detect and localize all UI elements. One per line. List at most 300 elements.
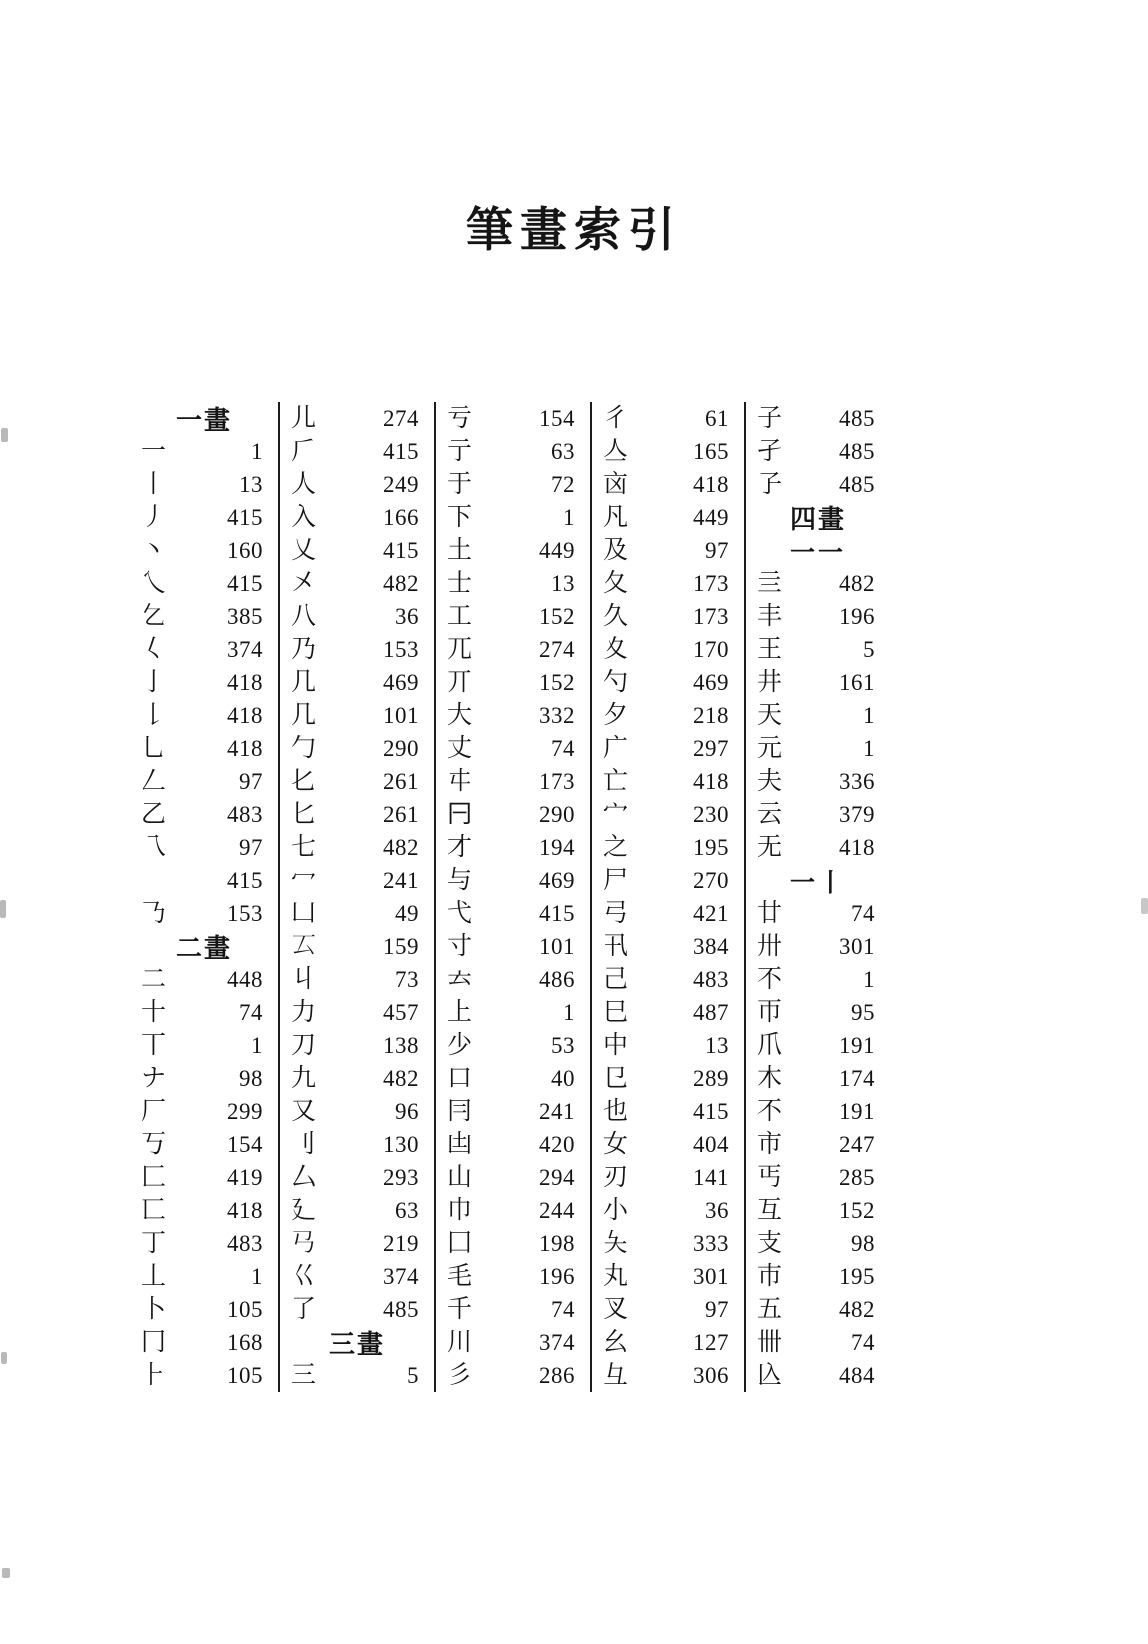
entry-character: 乀: [141, 570, 167, 597]
stroke-entry: [592, 435, 744, 468]
stroke-entry: [280, 666, 434, 699]
stroke-entry: [130, 897, 278, 930]
entry-page-number: 418: [227, 703, 263, 728]
stroke-entry: [436, 666, 590, 699]
header-text: 三畫: [328, 1330, 385, 1359]
stroke-entry: [130, 765, 278, 798]
entry-page-number: 152: [539, 670, 575, 695]
entry-character: 亡: [603, 768, 629, 795]
stroke-entry: [746, 1359, 890, 1392]
stroke-entry: [280, 1260, 434, 1293]
index-column-5: [744, 402, 890, 1392]
entry-page-number: 415: [227, 505, 263, 530]
entry-page-number: 485: [839, 406, 875, 431]
entry-character: 女: [603, 1131, 629, 1158]
stroke-entry: [130, 1161, 278, 1194]
entry-page-number: 301: [693, 1264, 729, 1289]
stroke-entry: [746, 1194, 890, 1227]
stroke-entry: [746, 765, 890, 798]
stroke-entry: [130, 732, 278, 765]
entry-page-number: 173: [693, 604, 729, 629]
stroke-entry: [130, 1359, 278, 1392]
entry-page-number: 141: [693, 1165, 729, 1190]
entry-page-number: 97: [705, 1297, 729, 1322]
stroke-entry: [592, 798, 744, 831]
stroke-entry: [436, 1359, 590, 1392]
entry-page-number: 36: [705, 1198, 729, 1223]
entry-page-number: 95: [851, 1000, 875, 1025]
stroke-entry: [592, 1359, 744, 1392]
stroke-entry: [280, 996, 434, 1029]
entry-character: 厂: [141, 1098, 167, 1125]
entry-character: 丂: [141, 1131, 167, 1158]
entry-character: 宀: [603, 801, 629, 828]
entry-page-number: 469: [383, 670, 419, 695]
entry-character: 𠃉: [141, 603, 167, 630]
entry-character: 丿: [141, 504, 167, 531]
stroke-entry: [592, 666, 744, 699]
entry-character: 𠄌: [141, 702, 167, 729]
entry-character: 廴: [291, 1197, 317, 1224]
entry-character: 乃: [291, 636, 317, 663]
stroke-entry: [436, 897, 590, 930]
entry-page-number: 374: [227, 637, 263, 662]
entry-character: 冃: [447, 1098, 473, 1125]
stroke-entry: [746, 1095, 890, 1128]
entry-page-number: 166: [383, 505, 419, 530]
stroke-entry: [280, 600, 434, 633]
entry-character: 了: [291, 1296, 317, 1323]
entry-character: 子: [757, 405, 783, 432]
entry-page-number: 448: [227, 967, 263, 992]
stroke-entry: [746, 1128, 890, 1161]
entry-page-number: 418: [227, 736, 263, 761]
entry-character: 几: [291, 669, 317, 696]
stroke-entry: [436, 1095, 590, 1128]
entry-page-number: 420: [539, 1132, 575, 1157]
stroke-entry: [746, 1161, 890, 1194]
entry-character: 兀: [447, 636, 473, 663]
stroke-entry: [130, 699, 278, 732]
entry-page-number: 487: [693, 1000, 729, 1025]
stroke-entry: [592, 1326, 744, 1359]
entry-character: 亅: [141, 669, 167, 696]
entry-character: 土: [447, 537, 473, 564]
stroke-entry: [280, 1029, 434, 1062]
entry-character: 刀: [291, 1032, 317, 1059]
scan-noise: [2, 1568, 10, 1578]
entry-page-number: 63: [551, 439, 575, 464]
entry-page-number: 74: [551, 736, 575, 761]
stroke-entry: [436, 831, 590, 864]
stroke-entry: [280, 633, 434, 666]
entry-page-number: 138: [383, 1033, 419, 1058]
entry-page-number: 270: [693, 868, 729, 893]
entry-page-number: 49: [395, 901, 419, 926]
entry-page-number: 168: [227, 1330, 263, 1355]
entry-character: 三: [291, 1362, 317, 1389]
entry-character: 下: [447, 504, 473, 531]
entry-character: 川: [447, 1329, 473, 1356]
entry-character: 小: [603, 1197, 629, 1224]
entry-page-number: 419: [227, 1165, 263, 1190]
stroke-entry: [746, 963, 890, 996]
entry-character: 一: [141, 438, 167, 465]
entry-page-number: 73: [395, 967, 419, 992]
entry-page-number: 385: [227, 604, 263, 629]
entry-character: 匕: [291, 801, 317, 828]
entry-page-number: 415: [227, 571, 263, 596]
entry-character: 巿: [757, 1263, 783, 1290]
stroke-entry: [746, 930, 890, 963]
entry-page-number: 161: [839, 670, 875, 695]
entry-character: 幺: [603, 1329, 629, 1356]
stroke-entry: [592, 963, 744, 996]
stroke-entry: [130, 864, 278, 897]
entry-character: 凷: [447, 1131, 473, 1158]
stroke-entry: [746, 897, 890, 930]
entry-character: 丸: [603, 1263, 629, 1290]
entry-character: 㐅: [291, 570, 317, 597]
stroke-order-subheader: [746, 534, 890, 567]
entry-character: 丨: [141, 471, 167, 498]
entry-page-number: 1: [563, 505, 575, 530]
entry-character: 彑: [603, 1362, 629, 1389]
entry-page-number: 154: [539, 406, 575, 431]
entry-character: 中: [603, 1032, 629, 1059]
entry-character: 廿: [757, 900, 783, 927]
entry-page-number: 336: [839, 769, 875, 794]
entry-page-number: 286: [539, 1363, 575, 1388]
stroke-entry: [592, 534, 744, 567]
entry-page-number: 482: [839, 571, 875, 596]
entry-page-number: 469: [539, 868, 575, 893]
entry-page-number: 170: [693, 637, 729, 662]
entry-page-number: 261: [383, 769, 419, 794]
stroke-entry: [130, 1029, 278, 1062]
entry-character: 𠔼: [447, 801, 473, 828]
entry-page-number: 13: [705, 1033, 729, 1058]
entry-page-number: 198: [539, 1231, 575, 1256]
entry-character: 丈: [447, 735, 473, 762]
entry-page-number: 469: [693, 670, 729, 695]
stroke-entry: [280, 831, 434, 864]
stroke-entry: [280, 1227, 434, 1260]
stroke-entry: [746, 798, 890, 831]
entry-character: 夕: [603, 702, 629, 729]
stroke-entry: [436, 567, 590, 600]
entry-character: 寸: [447, 933, 473, 960]
entry-character: 刃: [603, 1164, 629, 1191]
stroke-entry: [436, 1194, 590, 1227]
entry-page-number: 40: [551, 1066, 575, 1091]
entry-page-number: 97: [705, 538, 729, 563]
entry-character: 夫: [757, 768, 783, 795]
entry-character: 巳: [603, 999, 629, 1026]
entry-character: 木: [757, 1065, 783, 1092]
stroke-entry: [746, 633, 890, 666]
stroke-entry: [746, 1293, 890, 1326]
entry-page-number: 449: [693, 505, 729, 530]
entry-character: 尸: [603, 867, 629, 894]
entry-page-number: 486: [539, 967, 575, 992]
stroke-entry: [130, 1293, 278, 1326]
entry-page-number: 379: [839, 802, 875, 827]
stroke-count-header: [130, 930, 278, 963]
stroke-entry: [130, 501, 278, 534]
entry-character: 帀: [757, 999, 783, 1026]
entry-page-number: 74: [551, 1297, 575, 1322]
entry-character: 巾: [447, 1197, 473, 1224]
entry-page-number: 1: [863, 703, 875, 728]
stroke-entry: [746, 567, 890, 600]
entry-character: 互: [757, 1197, 783, 1224]
entry-page-number: 96: [395, 1099, 419, 1124]
entry-character: 叉: [603, 1296, 629, 1323]
stroke-entry: [280, 1293, 434, 1326]
entry-character: 丶: [141, 537, 167, 564]
stroke-entry: [592, 897, 744, 930]
scan-noise: [1141, 898, 1148, 914]
entry-character: 㐫: [603, 471, 629, 498]
entry-character: 少: [447, 1032, 473, 1059]
stroke-entry: [746, 1227, 890, 1260]
stroke-entry: [130, 831, 278, 864]
stroke-entry: [280, 699, 434, 732]
entry-character: 不: [757, 1098, 783, 1125]
entry-character: 七: [291, 834, 317, 861]
stroke-entry: [436, 1128, 590, 1161]
entry-character: 大: [447, 702, 473, 729]
entry-character: 广: [603, 735, 629, 762]
header-text: 二畫: [175, 934, 232, 963]
entry-character: 亼: [603, 438, 629, 465]
stroke-entry: [280, 435, 434, 468]
entry-page-number: 101: [539, 934, 575, 959]
stroke-entry: [592, 732, 744, 765]
stroke-entry: [280, 1095, 434, 1128]
stroke-entry: [746, 666, 890, 699]
entry-page-number: 274: [383, 406, 419, 431]
entry-character: 𠤎: [291, 768, 317, 795]
entry-page-number: 1: [563, 1000, 575, 1025]
entry-character: 也: [603, 1098, 629, 1125]
stroke-entry: [592, 699, 744, 732]
stroke-entry: [592, 468, 744, 501]
entry-character: 井: [757, 669, 783, 696]
stroke-entry: [130, 666, 278, 699]
entry-page-number: 160: [227, 538, 263, 563]
entry-character: 丌: [447, 669, 473, 696]
entry-page-number: 418: [839, 835, 875, 860]
entry-character: 力: [291, 999, 317, 1026]
stroke-entry: [130, 996, 278, 1029]
entry-character: 十: [141, 999, 167, 1026]
entry-page-number: 421: [693, 901, 729, 926]
entry-character: 爪: [757, 1032, 783, 1059]
entry-page-number: 195: [839, 1264, 875, 1289]
entry-character: 于: [447, 471, 473, 498]
entry-character: 孑: [757, 438, 783, 465]
stroke-entry: [436, 1293, 590, 1326]
stroke-entry: [130, 600, 278, 633]
entry-character: 㐄: [447, 768, 473, 795]
entry-character: 己: [603, 966, 629, 993]
entry-page-number: 404: [693, 1132, 729, 1157]
stroke-entry: [436, 600, 590, 633]
entry-character: 毛: [447, 1263, 473, 1290]
stroke-entry: [130, 1095, 278, 1128]
entry-character: 上: [447, 999, 473, 1026]
entry-character: 无: [757, 834, 783, 861]
entry-page-number: 1: [863, 967, 875, 992]
stroke-entry: [130, 1227, 278, 1260]
entry-page-number: 127: [693, 1330, 729, 1355]
entry-page-number: 61: [705, 406, 729, 431]
page-title: 筆畫索引: [466, 205, 682, 257]
scan-noise: [0, 900, 6, 918]
stroke-order-subheader: [746, 864, 890, 897]
entry-page-number: 261: [383, 802, 419, 827]
entry-page-number: 74: [851, 1330, 875, 1355]
entry-page-number: 152: [539, 604, 575, 629]
entry-page-number: 482: [383, 835, 419, 860]
entry-character: 又: [291, 1098, 317, 1125]
stroke-entry: [436, 732, 590, 765]
entry-character: 入: [291, 504, 317, 531]
entry-character: 夂: [603, 570, 629, 597]
stroke-entry: [436, 534, 590, 567]
entry-page-number: 173: [539, 769, 575, 794]
entry-character: 五: [757, 1296, 783, 1323]
entry-page-number: 195: [693, 835, 729, 860]
entry-character: 天: [757, 702, 783, 729]
entry-character: 九: [291, 1065, 317, 1092]
stroke-entry: [280, 897, 434, 930]
stroke-entry: [130, 1194, 278, 1227]
stroke-entry: [280, 534, 434, 567]
entry-character: 彡: [447, 1362, 473, 1389]
entry-character: 𠫔: [291, 933, 317, 960]
entry-character: 云: [757, 801, 783, 828]
stroke-entry: [436, 1260, 590, 1293]
stroke-entry: [436, 435, 590, 468]
header-text: 一畫: [175, 406, 232, 435]
entry-page-number: 485: [839, 439, 875, 464]
stroke-entry: [746, 732, 890, 765]
entry-page-number: 415: [693, 1099, 729, 1124]
entry-character: 山: [447, 1164, 473, 1191]
entry-page-number: 485: [839, 472, 875, 497]
entry-character: 卂: [603, 933, 629, 960]
entry-page-number: 418: [227, 1198, 263, 1223]
entry-page-number: 218: [693, 703, 729, 728]
stroke-count-header: [130, 402, 278, 435]
entry-page-number: 165: [693, 439, 729, 464]
stroke-entry: [746, 468, 890, 501]
stroke-entry: [436, 501, 590, 534]
stroke-entry: [130, 567, 278, 600]
entry-page-number: 244: [539, 1198, 575, 1223]
entry-page-number: 449: [539, 538, 575, 563]
entry-character: 𠄎: [141, 900, 167, 927]
stroke-entry: [746, 699, 890, 732]
stroke-entry: [592, 1128, 744, 1161]
entry-character: 亖: [757, 570, 783, 597]
entry-page-number: 415: [383, 439, 419, 464]
stroke-entry: [592, 1161, 744, 1194]
entry-page-number: 74: [851, 901, 875, 926]
entry-page-number: 101: [383, 703, 419, 728]
entry-page-number: 332: [539, 703, 575, 728]
header-text: 一一: [789, 539, 846, 567]
stroke-entry: [280, 1359, 434, 1392]
entry-page-number: 74: [239, 1000, 263, 1025]
entry-character: 王: [757, 636, 783, 663]
entry-character: 亍: [447, 438, 473, 465]
entry-character: 乁: [141, 834, 167, 861]
entry-character: 丅: [141, 1032, 167, 1059]
stroke-entry: [436, 765, 590, 798]
entry-character: 丁: [141, 1230, 167, 1257]
entry-character: 及: [603, 537, 629, 564]
entry-page-number: 97: [239, 769, 263, 794]
entry-character: 不: [757, 966, 783, 993]
stroke-entry: [130, 1128, 278, 1161]
entry-page-number: 290: [539, 802, 575, 827]
stroke-index-table: [130, 402, 890, 1392]
entry-character: 𡿨: [141, 636, 167, 663]
entry-page-number: 418: [227, 670, 263, 695]
entry-character: 乂: [291, 537, 317, 564]
entry-page-number: 484: [839, 1363, 875, 1388]
entry-character: 夊: [603, 636, 629, 663]
entry-character: 冖: [291, 867, 317, 894]
entry-page-number: 5: [863, 637, 875, 662]
entry-page-number: 191: [839, 1099, 875, 1124]
entry-character: 囗: [447, 1230, 473, 1257]
stroke-entry: [130, 1326, 278, 1359]
entry-character: 𠃋: [141, 768, 167, 795]
stroke-entry: [130, 1062, 278, 1095]
stroke-entry: [280, 567, 434, 600]
entry-page-number: 482: [383, 571, 419, 596]
stroke-entry: [592, 402, 744, 435]
entry-page-number: 418: [693, 769, 729, 794]
stroke-entry: [746, 1326, 890, 1359]
entry-page-number: 98: [851, 1231, 875, 1256]
entry-character: 𢎘: [291, 1230, 317, 1257]
stroke-entry: [436, 1227, 590, 1260]
entry-character: 刂: [291, 1131, 317, 1158]
stroke-entry: [436, 402, 590, 435]
stroke-entry: [436, 963, 590, 996]
entry-page-number: 241: [539, 1099, 575, 1124]
stroke-entry: [746, 1260, 890, 1293]
header-text: 一丨: [789, 869, 846, 897]
stroke-entry: [280, 402, 434, 435]
entry-page-number: 36: [395, 604, 419, 629]
entry-page-number: 13: [551, 571, 575, 596]
stroke-entry: [436, 1161, 590, 1194]
stroke-entry: [280, 1161, 434, 1194]
entry-page-number: 194: [539, 835, 575, 860]
entry-character: 二: [141, 966, 167, 993]
stroke-entry: [592, 633, 744, 666]
entry-page-number: 415: [383, 538, 419, 563]
stroke-entry: [746, 600, 890, 633]
entry-character: 市: [757, 1131, 783, 1158]
